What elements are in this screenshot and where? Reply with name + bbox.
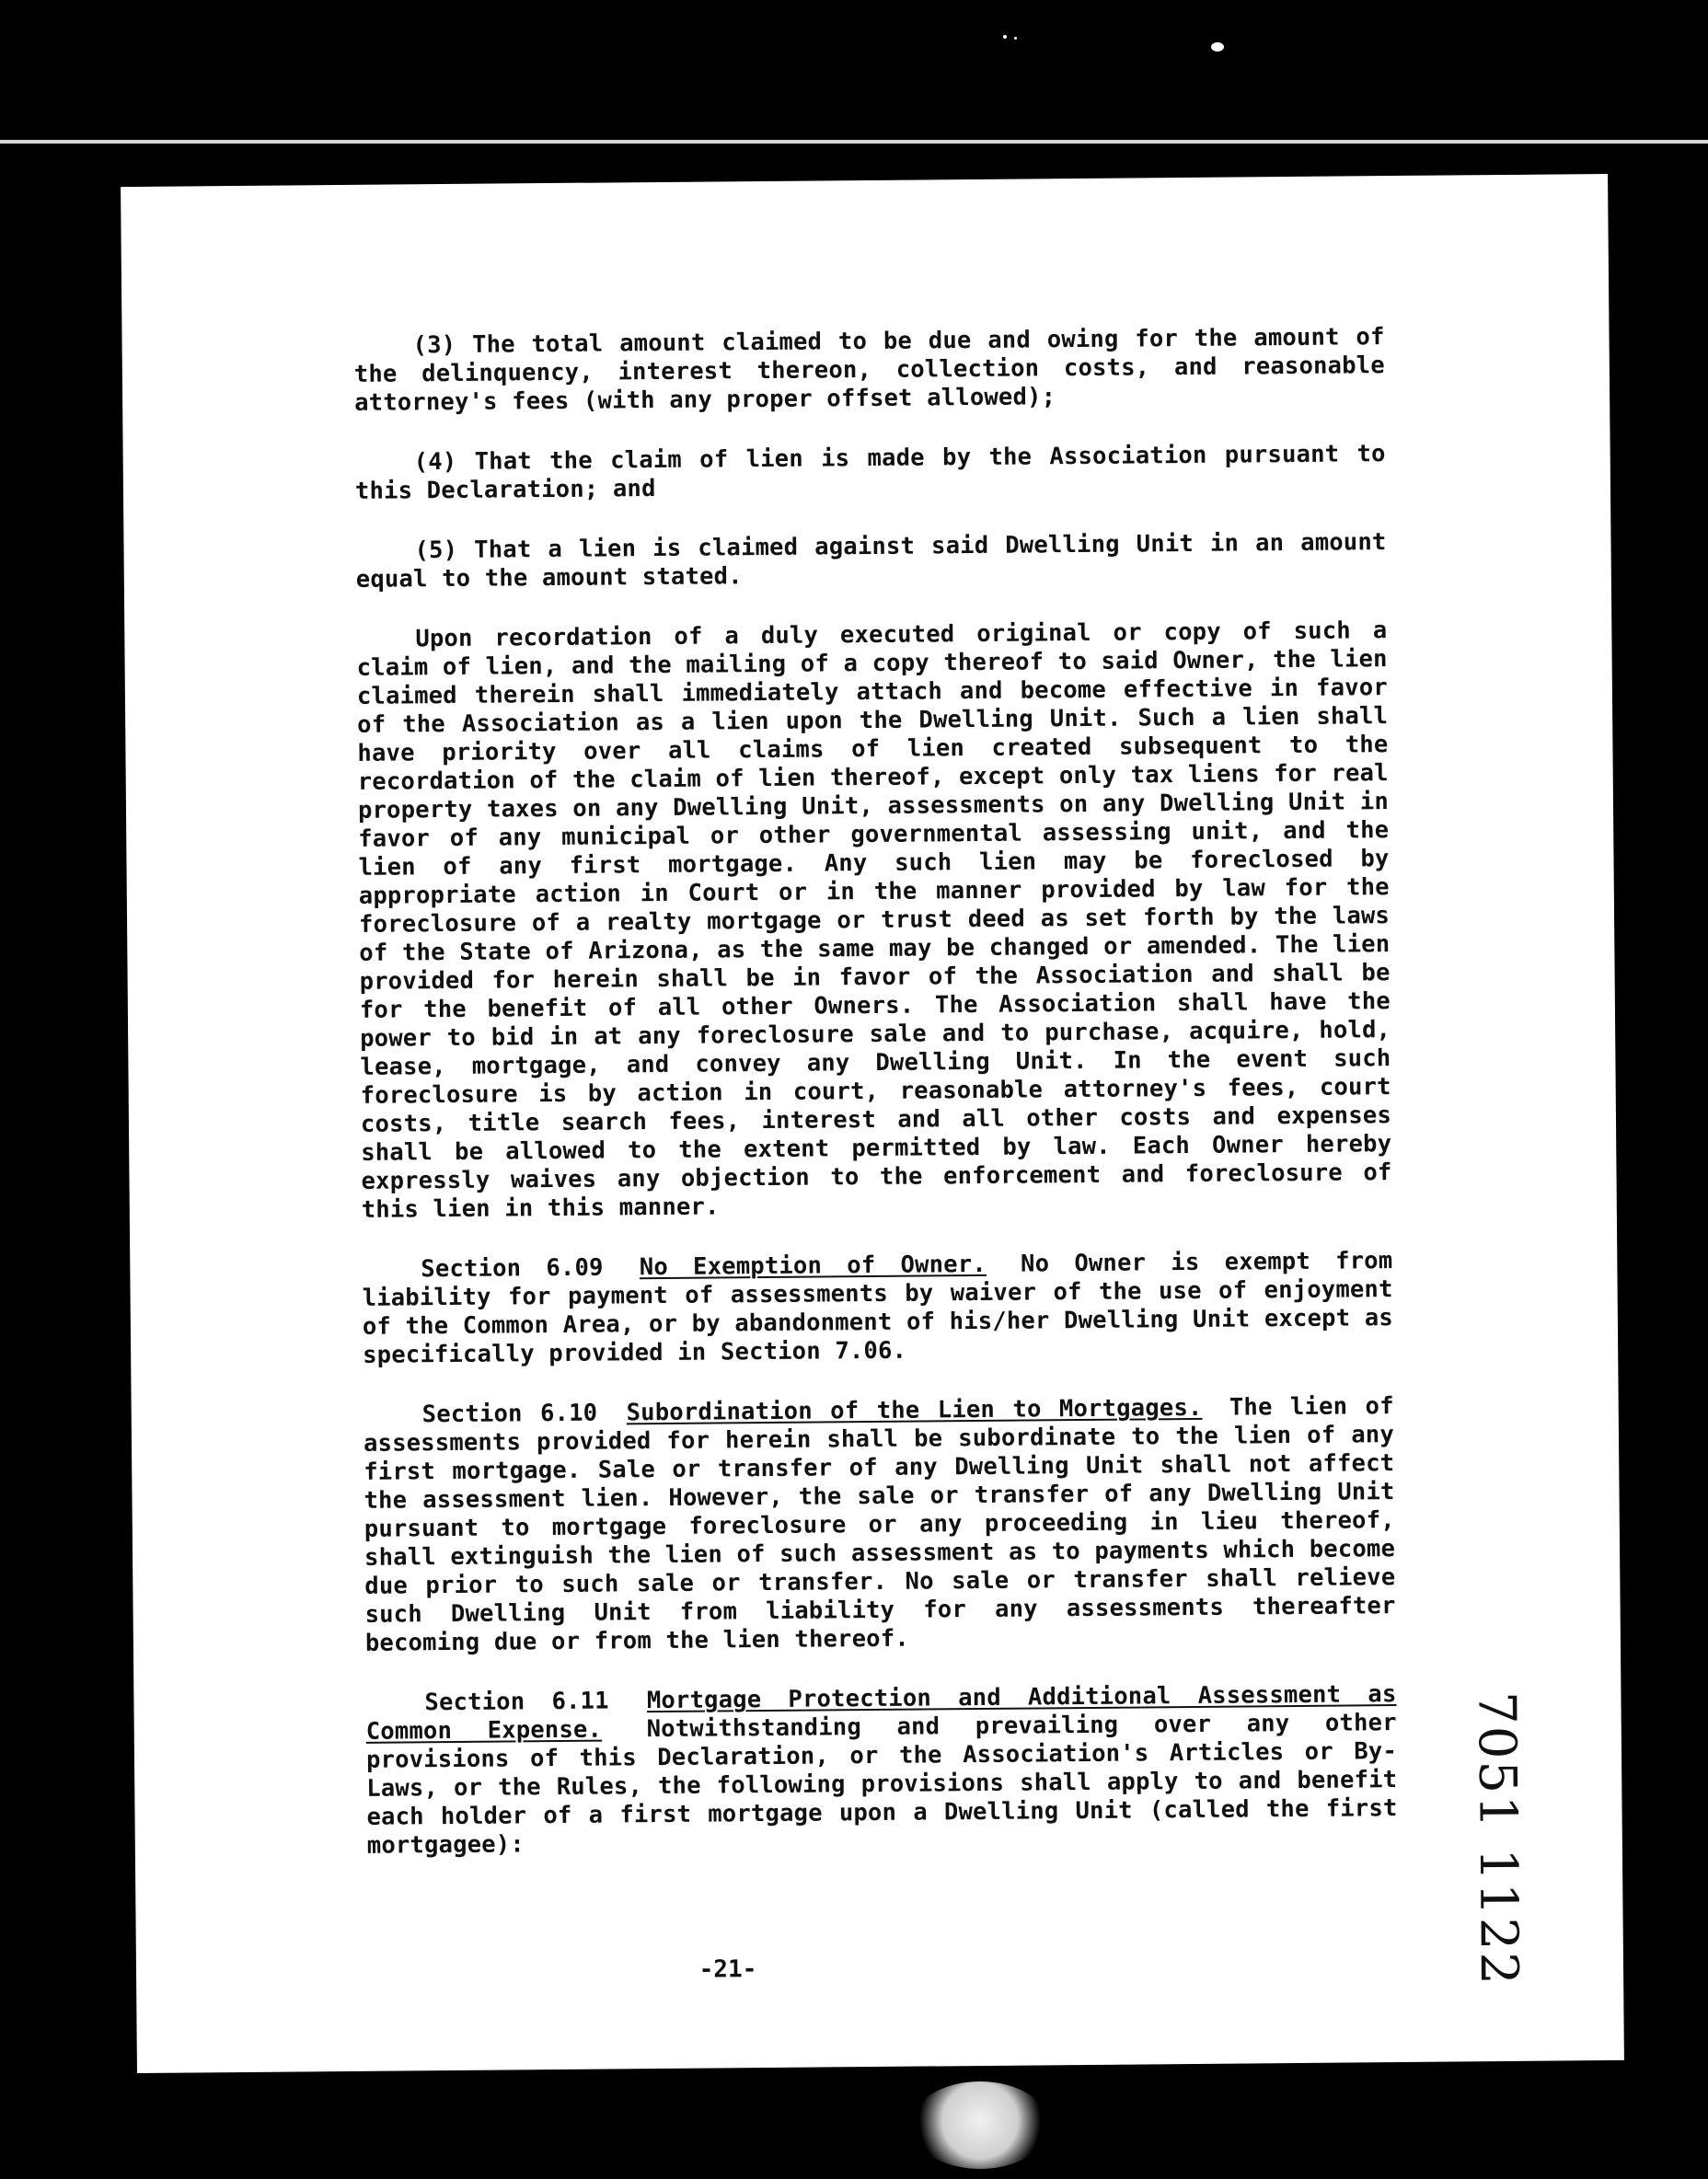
scan-top-border	[0, 0, 1708, 138]
section-number: Section 6.09	[421, 1253, 604, 1284]
section-text: Notwithstanding and prevailing over any other provisions of this Declaration, or the Association's Articles or By-Laws, or the Rules, the following provisions shall apply to and benefit each holder of a first mortgage upon a Dwelling Unit (called the first mortgagee):	[365, 1709, 1398, 1860]
scan-edge-line	[0, 140, 1708, 144]
section-6-10	[364, 1392, 1396, 1658]
section-6-11	[365, 1680, 1398, 1861]
section-title: Subordination of the Lien to Mortgages.	[626, 1393, 1203, 1427]
section-title: No Exemption of Owner.	[639, 1250, 987, 1282]
recording-stamp-number: 7051 1122	[1465, 1690, 1529, 1987]
paragraph-item-4: (4) That the claim of lien is made by the Association pursuant to this Declaration; and	[354, 440, 1386, 505]
scan-speck	[1014, 37, 1017, 40]
paragraph-lien-recordation: Upon recordation of a duly executed original or copy of such a claim of lien, and the mailing of a copy thereof to said Owner, the lien claimed therein shall immediately attach and become effective in favor of the Association as a lien upon the Dwelling Unit. Such a lien shall have priority over all claims of lien created subsequent to the recordation of the claim of lien thereof, except only tax liens for real property taxes on any Dwelling Unit, assessments on any Dwelling Unit in favor of any municipal or other governmental assessing unit, and the lien of any first mortgage. Any such lien may be foreclosed by appropriate action in Court or in the manner provided by law for the foreclosure of a realty mortgage or trust deed as set forth by the laws of the State of Arizona, as the same may be changed or amended. The lien provided for herein shall be in favor of the Association and shall be for the benefit of all other Owners. The Association shall have the power to bid in at any foreclosure sale and to purchase, acquire, hold, lease, mortgage, and convey any Dwelling Unit. In the event such foreclosure is by action in court, reasonable attorney's fees, court costs, title search fees, interest and all other costs and expenses shall be allowed to the extent permitted by law. Each Owner hereby expressly waives any objection to the enforcement and foreclosure of this lien in this manner.	[356, 617, 1392, 1224]
recording-stamp	[1459, 1691, 1535, 1987]
section-title: Mortgage Protection and Additional Assessment as Common Expense.	[365, 1680, 1397, 1746]
paragraph-item-5: (5) That a lien is claimed against said Dwelling Unit in an amount equal to the amount stated.	[355, 528, 1387, 594]
document-page	[121, 174, 1624, 2073]
section-text: No Owner is exempt from liability for payment of assessments by waiver of the use of enjoyment of the Common Area, or by abandonment of his/her Dwelling Unit except as specifically provided in Section 7.06.	[362, 1247, 1393, 1369]
section-number: Section 6.11	[424, 1687, 609, 1717]
page-body	[353, 323, 1398, 1892]
scan-blot	[911, 2081, 1049, 2169]
scan-speck	[1003, 35, 1007, 39]
paragraph-item-3: (3) The total amount claimed to be due and owing for the amount of the delinquency, interest thereon, collection costs, and reasonable attorney's fees (with any proper offset allowed);	[353, 323, 1385, 417]
section-number: Section 6.10	[421, 1399, 598, 1429]
section-6-09	[362, 1247, 1393, 1370]
page-number: -21-	[698, 1955, 757, 1984]
section-text: The lien of assessments provided for herein shall be subordinate to the lien of any first mortgage. Sale or transfer of any Dwelling Unit shall not affect the assessment lien. However, the sale or transfer of any Dwelling Unit pursuant to mortgage foreclosure or any proceeding in lieu thereof, shall extinguish the lien of such assessment as to payments which become due prior to such sale or transfer. No sale or transfer shall relieve such Dwelling Unit from liability for any assessments thereafter becoming due or from the lien thereof.	[363, 1392, 1396, 1657]
scan-speck	[1211, 42, 1224, 52]
